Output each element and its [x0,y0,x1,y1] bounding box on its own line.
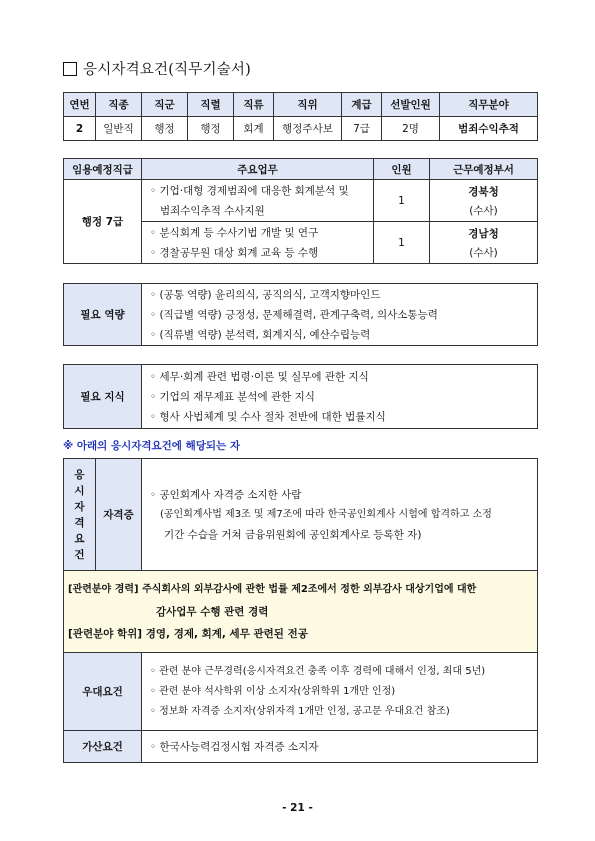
table-cell: 행정 [142,117,188,141]
header-cell: 인원 [374,159,430,180]
experience-cell [64,571,538,653]
duty-line: ◦ 경찰공무원 대상 회계 교육 등 수행 [150,246,319,259]
preference-items [142,653,538,731]
competency-items [142,284,538,346]
bonus-label: 가산요건 [64,731,142,763]
dept-cell [430,222,538,264]
table-cell: 행정 [188,117,234,141]
duties-table [63,158,538,264]
vertical-char: 요 [74,532,85,545]
table-cell: 일반직 [96,117,142,141]
table-cell: 행정주사보 [274,117,342,141]
license-content [142,459,538,571]
header-cell: 임용예정직급 [64,159,142,180]
table-cell: 2명 [382,117,440,141]
header-cell: 직군 [142,93,188,117]
vertical-char: 응 [74,468,85,481]
knowledge-line: ◦ 형사 사법체계 및 수사 절차 전반에 대한 법률지식 [150,410,386,423]
vertical-char: 자 [74,500,85,513]
grade-cell: 행정 7급 [64,180,142,264]
experience-line: [관련분야 학위] 경영, 경제, 회계, 세무 관련된 전공 [68,627,308,640]
header-cell: 주요업무 [142,159,374,180]
knowledge-table [63,364,538,429]
license-line: (공인회계사법 제3조 및 제7조에 따라 한국공인회계사 시험에 합격하고 소정 [160,508,492,520]
header-cell: 직위 [274,93,342,117]
count-cell: 1 [374,222,430,264]
vertical-char: 건 [74,548,85,561]
license-line: ◦ 공인회계사 자격증 소지한 사람 [150,488,302,501]
header-cell: 직무분야 [440,93,538,117]
qualification-vertical-label [64,459,96,571]
dept-name: 경북청 [468,185,499,198]
header-cell: 선발인원 [382,93,440,117]
preference-line: ◦ 정보화 자격증 소지자(상위자격 1개만 인정, 공고문 우대요건 참조) [150,705,450,717]
header-cell: 직종 [96,93,142,117]
page-number: - 21 - [282,802,313,814]
license-line: 기간 수습을 거쳐 금융위원회에 공인회계사로 등록한 자) [164,528,422,541]
bonus-item: ◦ 한국사능력검정시험 자격증 소지자 [142,731,538,763]
experience-line: [관련분야 경력] 주식회사의 외부감사에 관한 법률 제2조에서 정한 외부감사 대상기업에 대한 [68,583,477,595]
competency-line: ◦ (직급별 역량) 긍정성, 문제해결력, 관계구축력, 의사소통능력 [150,308,438,321]
knowledge-line: ◦ 기업의 재무제표 분석에 관한 지식 [150,390,315,403]
dept-cell [430,180,538,222]
competency-line: ◦ (공통 역량) 윤리의식, 공직의식, 고객지향마인드 [150,288,381,301]
table-cell: 2 [64,117,96,141]
header-cell: 직류 [234,93,274,117]
preference-line: ◦ 관련 분야 근무경력(응시자격요건 충족 이후 경력에 대해서 인정, 최대 5년) [150,665,486,677]
position-table [63,92,538,141]
competency-line: ◦ (직류별 역량) 분석력, 회계지식, 예산수립능력 [150,328,371,341]
competency-table [63,283,538,346]
knowledge-items [142,365,538,429]
dept-sub: (수사) [469,204,498,217]
preference-label: 우대요건 [64,653,142,731]
vertical-char: 격 [74,516,85,529]
header-cell: 직렬 [188,93,234,117]
dept-sub: (수사) [469,246,498,259]
knowledge-line: ◦ 세무·회계 관련 법령·이론 및 실무에 관한 지식 [150,370,369,383]
competency-label: 필요 역량 [64,284,142,346]
table-cell: 범죄수익추적 [440,117,538,141]
duties-cell [142,222,374,264]
duty-line: ◦ 분식회계 등 수사기법 개발 및 연구 [150,226,319,239]
table-cell: 회계 [234,117,274,141]
duty-line: 범죄수익추적 수사지원 [160,204,265,217]
license-label: 자격증 [96,459,142,571]
knowledge-label: 필요 지식 [64,365,142,429]
duties-cell [142,180,374,222]
count-cell: 1 [374,180,430,222]
duty-line: ◦ 기업·대형 경제범죄에 대응한 회계분석 및 [150,184,349,197]
header-cell: 연번 [64,93,96,117]
qualification-table [63,458,538,763]
page-title [63,58,251,79]
vertical-char: 시 [74,484,85,497]
experience-line: 감사업무 수행 관련 경력 [156,605,269,618]
table-cell: 7급 [342,117,382,141]
eligibility-note: ※ 아래의 응시자격요건에 해당되는 자 [63,440,240,452]
preference-line: ◦ 관련 분야 석사학위 이상 소지자(상위학위 1개만 인정) [150,685,396,697]
dept-name: 경남청 [468,227,499,240]
header-cell: 계급 [342,93,382,117]
title-text: 응시자격요건(직무기술서) [83,62,251,78]
checkbox-icon [63,62,77,76]
header-cell: 근무예정부서 [430,159,538,180]
